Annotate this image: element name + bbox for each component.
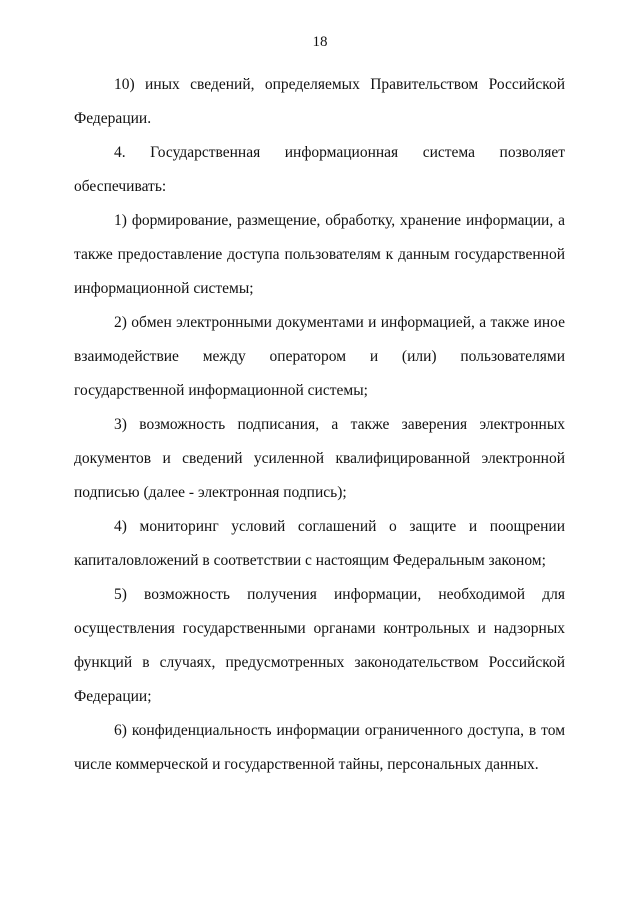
paragraph-item-4: 4) мониторинг условий соглашений о защите и поощрении капиталовложений в соответствии с настоящим Федеральным законом; bbox=[74, 518, 565, 569]
document-body bbox=[74, 68, 565, 782]
paragraph-section-4: 4. Государственная информационная система позволяет обеспечивать: bbox=[74, 144, 565, 195]
paragraph-item-3: 3) возможность подписания, а также заверения электронных документов и сведений усиленной квалифицированной электронной подписью (далее - электронная подпись); bbox=[74, 416, 565, 501]
paragraph-item-1: 1) формирование, размещение, обработку, хранение информации, а также предоставление доступа пользователям к данным государственной информационной системы; bbox=[74, 212, 565, 297]
paragraph-item-5: 5) возможность получения информации, необходимой для осуществления государственными органами контрольных и надзорных функций в случаях, предусмотренных законодательством Российской Федерации; bbox=[74, 586, 565, 705]
paragraph-item-10: 10) иных сведений, определяемых Правительством Российской Федерации. bbox=[74, 76, 565, 127]
page-number: 18 bbox=[312, 34, 328, 50]
paragraph-item-2: 2) обмен электронными документами и информацией, а также иное взаимодействие между оператором и (или) пользователями государственной информационной системы; bbox=[74, 314, 565, 399]
paragraph-item-6: 6) конфиденциальность информации ограниченного доступа, в том числе коммерческой и государственной тайны, персональных данных. bbox=[74, 722, 565, 773]
